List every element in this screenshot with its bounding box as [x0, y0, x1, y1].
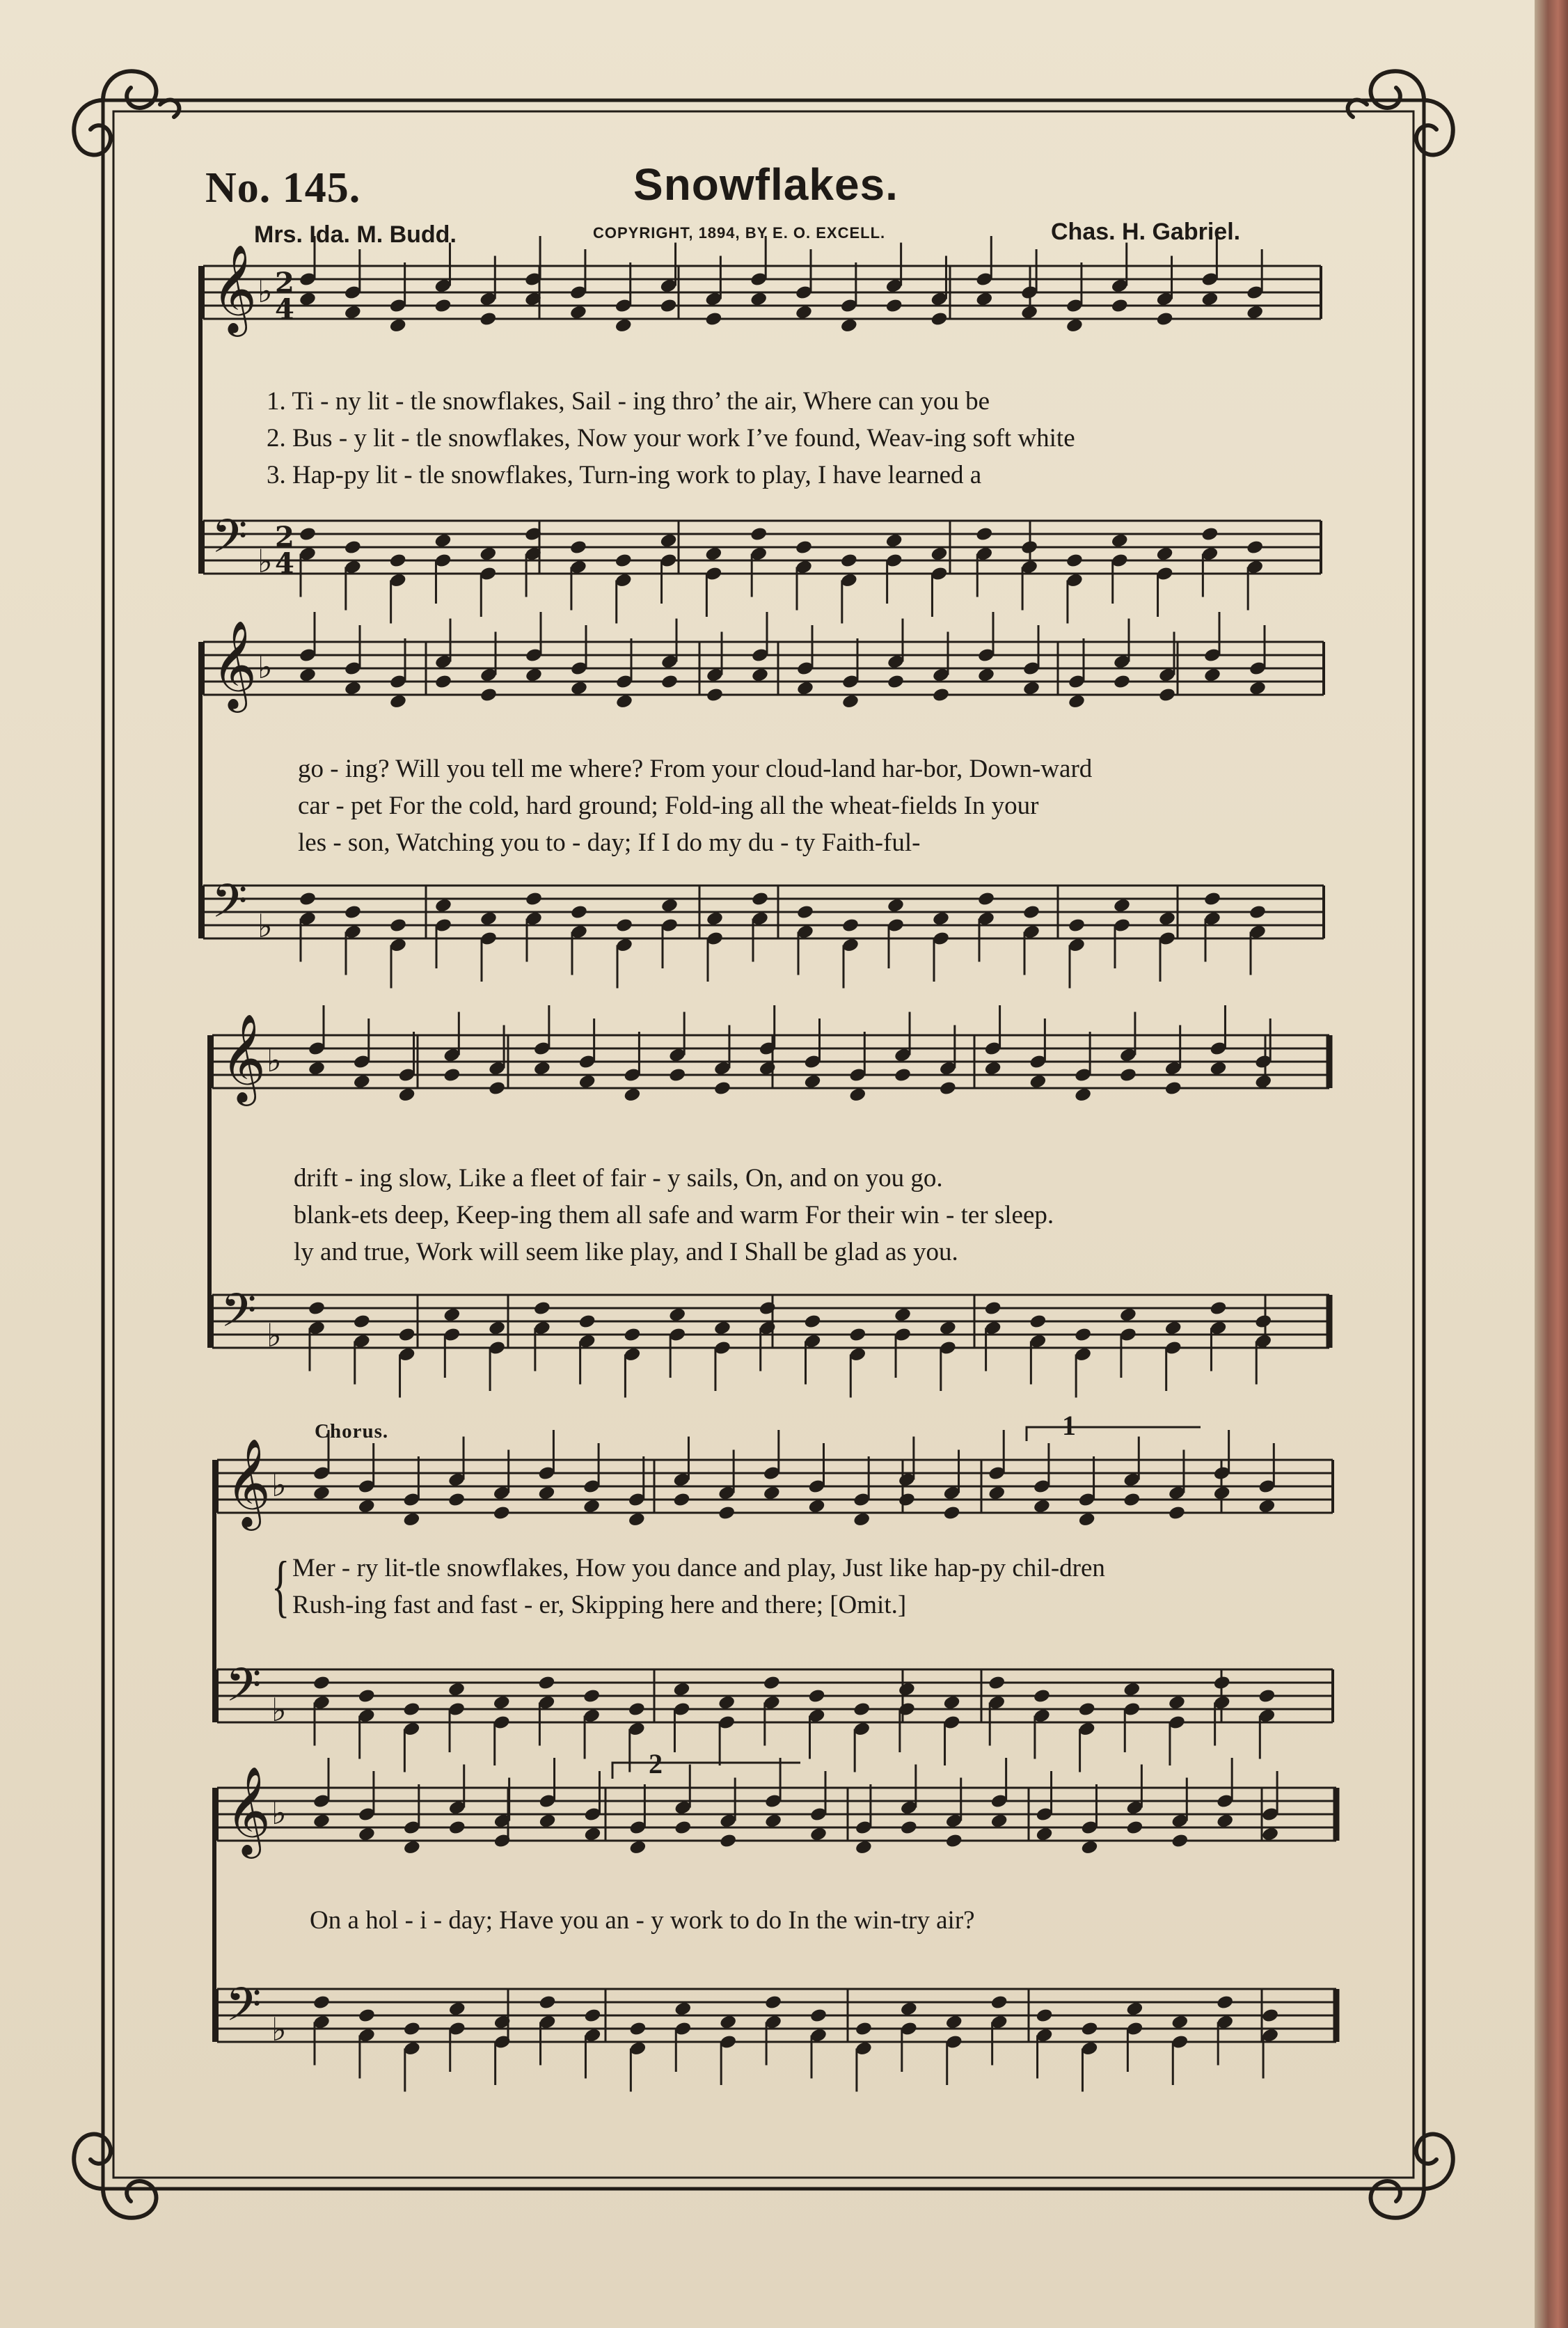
note-head	[479, 311, 497, 327]
note-head	[764, 1995, 782, 2011]
note-head	[894, 1307, 912, 1323]
second-ending-number: 2	[649, 1748, 663, 1779]
note-head	[988, 1675, 1006, 1691]
note-head	[763, 1675, 781, 1691]
note-head	[623, 1327, 641, 1343]
lyric-line: 1. Ti - ny lit - tle snowflakes, Sail - ing thro’ the air, Where can you be	[267, 387, 990, 416]
note-head	[1164, 1080, 1182, 1096]
note-head	[674, 1820, 692, 1836]
note-head	[932, 911, 950, 927]
note-head	[1246, 304, 1264, 320]
note-head	[1078, 1701, 1096, 1717]
note-head	[718, 1694, 736, 1710]
note-head	[945, 1833, 963, 1849]
note-head	[344, 904, 362, 920]
note-head	[887, 674, 905, 690]
flat-key-signature-icon: ♭	[258, 272, 273, 310]
note-head	[583, 1498, 601, 1514]
note-head	[353, 1314, 371, 1330]
treble-clef-icon: 𝄞	[221, 1013, 267, 1102]
note-head	[988, 1485, 1006, 1501]
note-head	[1249, 680, 1267, 696]
lyric-line: blank-ets deep, Keep-ing them all safe and warm For their win - ter sleep.	[294, 1201, 1054, 1229]
note-head	[841, 918, 860, 934]
note-head	[443, 1307, 461, 1323]
note-head	[898, 1492, 916, 1508]
note-head	[615, 693, 633, 709]
lyric-brace: {	[271, 1547, 290, 1624]
note-head	[706, 687, 724, 703]
note-head	[1035, 1826, 1053, 1842]
note-head	[809, 1826, 827, 1842]
note-head	[533, 1060, 551, 1076]
note-head	[1158, 911, 1176, 927]
note-head	[1171, 2014, 1189, 2030]
note-head	[537, 1485, 555, 1501]
note-head	[796, 680, 814, 696]
note-head	[977, 891, 995, 907]
note-head	[434, 533, 452, 549]
note-head	[538, 1813, 556, 1829]
note-head	[990, 1995, 1008, 2011]
note-head	[809, 2008, 827, 2024]
note-head	[1254, 1073, 1272, 1090]
note-head	[1216, 1813, 1234, 1829]
note-head	[1111, 298, 1129, 314]
note-head	[885, 298, 903, 314]
note-head	[1213, 1675, 1231, 1691]
treble-clef-icon: 𝄞	[212, 620, 258, 709]
note-head	[939, 1320, 957, 1336]
note-head	[984, 1060, 1002, 1076]
time-signature-bottom: 4	[275, 293, 294, 326]
note-head	[525, 667, 543, 683]
lyric-line: 2. Bus - y lit - tle snowflakes, Now your work I’ve found, Weav-ing soft white	[267, 424, 1075, 453]
note-head	[803, 1314, 821, 1330]
note-head	[713, 1320, 731, 1336]
note-head	[930, 311, 948, 327]
note-head	[479, 546, 497, 562]
note-head	[900, 2001, 918, 2017]
note-head	[1033, 1498, 1051, 1514]
note-head	[480, 687, 498, 703]
note-head	[569, 304, 587, 320]
note-head	[796, 904, 814, 920]
lyric-line: On a hol - i - day; Have you an - y work to do In the win-try air?	[310, 1906, 975, 1935]
note-head	[299, 667, 317, 683]
note-head	[1168, 1505, 1186, 1521]
note-head	[570, 904, 588, 920]
note-head	[344, 304, 362, 320]
note-head	[759, 1300, 777, 1316]
lyric-line: Rush-ing fast and fast - er, Skipping here and there; [Omit.]	[292, 1591, 907, 1619]
note-head	[1164, 1320, 1182, 1336]
note-head	[403, 1839, 421, 1855]
note-head	[312, 1995, 331, 2011]
note-head	[1029, 1073, 1047, 1090]
lyric-line: car - pet For the cold, hard ground; Fold-ing all the wheat-fields In your	[298, 792, 1039, 820]
time-signature-top: 2	[275, 521, 294, 553]
note-head	[628, 1701, 646, 1717]
note-head	[397, 1087, 415, 1103]
note-head	[1035, 2008, 1053, 2024]
note-head	[488, 1320, 506, 1336]
hymn-author: Mrs. Ida. M. Budd.	[254, 221, 457, 248]
note-head	[855, 2021, 873, 2037]
hymn-title: Snowflakes.	[633, 159, 898, 210]
note-head	[1029, 1314, 1047, 1330]
note-head	[848, 1327, 866, 1343]
note-head	[628, 1511, 646, 1527]
note-head	[751, 891, 769, 907]
note-head	[1155, 311, 1173, 327]
note-head	[750, 291, 768, 307]
bass-clef-icon: 𝄢	[212, 510, 248, 574]
note-head	[525, 891, 543, 907]
note-head	[1033, 1688, 1051, 1704]
note-head	[402, 1511, 420, 1527]
note-head	[894, 1067, 912, 1083]
note-head	[840, 317, 858, 333]
bass-clef-icon: 𝄢	[225, 1978, 262, 2043]
lyric-line: les - son, Watching you to - day; If I do my du - ty Faith-ful-	[298, 828, 921, 857]
note-head	[1022, 904, 1040, 920]
note-head	[1249, 904, 1267, 920]
lyric-line: go - ing? Will you tell me where? From your cloud-land har-bor, Down-ward	[298, 755, 1093, 783]
note-head	[344, 540, 362, 556]
note-head	[308, 1300, 326, 1316]
note-head	[672, 1681, 690, 1697]
note-head	[942, 1694, 960, 1710]
bass-clef-icon: 𝄢	[225, 1658, 262, 1723]
first-ending-number: 1	[1062, 1410, 1076, 1441]
note-head	[628, 2021, 647, 2037]
flat-key-signature-icon: ♭	[258, 907, 273, 945]
note-head	[853, 1511, 871, 1527]
note-head	[358, 1826, 376, 1842]
note-head	[672, 1492, 690, 1508]
note-head	[764, 1813, 782, 1829]
note-head	[945, 2014, 963, 2030]
note-head	[533, 1300, 551, 1316]
note-head	[1080, 1839, 1098, 1855]
note-head	[1201, 291, 1219, 307]
treble-clef-icon: 𝄞	[225, 1765, 271, 1855]
note-head	[848, 1087, 866, 1103]
note-head	[1201, 526, 1219, 542]
note-head	[840, 553, 858, 569]
note-head	[885, 533, 903, 549]
note-head	[1171, 1833, 1189, 1849]
note-head	[1080, 2021, 1098, 2037]
note-head	[583, 1688, 601, 1704]
note-head	[448, 1820, 466, 1836]
note-head	[1074, 1327, 1092, 1343]
note-head	[1254, 1314, 1272, 1330]
note-head	[975, 526, 993, 542]
note-head	[713, 1080, 731, 1096]
note-head	[1123, 1681, 1141, 1697]
flat-key-signature-icon: ♭	[258, 542, 273, 580]
note-head	[1216, 1995, 1234, 2011]
note-head	[853, 1701, 871, 1717]
note-head	[1119, 1307, 1137, 1323]
note-head	[939, 1080, 957, 1096]
note-head	[984, 1300, 1002, 1316]
lyric-line: 3. Hap-py lit - tle snowflakes, Turn-ing work to play, I have learned a	[267, 461, 982, 489]
note-head	[389, 317, 407, 333]
lyric-line: ly and true, Work will seem like play, and I Shall be glad as you.	[294, 1238, 958, 1266]
note-head	[763, 1485, 781, 1501]
note-head	[1168, 1694, 1186, 1710]
note-head	[403, 2021, 421, 2037]
note-head	[1066, 553, 1084, 569]
flat-key-signature-icon: ♭	[258, 648, 273, 686]
note-head	[628, 1839, 647, 1855]
first-ending-bracket	[1027, 1427, 1201, 1441]
note-head	[659, 298, 677, 314]
note-head	[493, 1505, 511, 1521]
note-head	[795, 304, 813, 320]
note-head	[807, 1688, 825, 1704]
note-head	[1209, 1060, 1227, 1076]
chorus-label: Chorus.	[315, 1420, 389, 1442]
note-head	[1111, 533, 1129, 549]
note-head	[668, 1307, 686, 1323]
note-head	[493, 1694, 511, 1710]
treble-clef-icon: 𝄞	[212, 244, 258, 333]
note-head	[358, 1688, 376, 1704]
note-head	[1068, 918, 1086, 934]
note-head	[1066, 317, 1084, 333]
note-head	[803, 1073, 821, 1090]
note-head	[660, 897, 679, 913]
note-head	[443, 1067, 461, 1083]
note-head	[434, 298, 452, 314]
bass-clef-icon: 𝄢	[221, 1284, 257, 1348]
note-head	[704, 311, 722, 327]
bass-clef-icon: 𝄢	[212, 874, 248, 939]
note-head	[299, 291, 317, 307]
note-head	[930, 546, 948, 562]
note-head	[807, 1498, 825, 1514]
note-head	[578, 1314, 596, 1330]
note-head	[674, 2001, 692, 2017]
note-head	[1125, 1820, 1143, 1836]
note-head	[397, 1327, 415, 1343]
note-head	[1258, 1498, 1276, 1514]
note-head	[570, 680, 588, 696]
note-head	[615, 553, 633, 569]
note-head	[1022, 680, 1040, 696]
flat-key-signature-icon: ♭	[271, 1466, 287, 1504]
note-head	[615, 918, 633, 934]
note-head	[977, 667, 995, 683]
note-head	[1203, 891, 1221, 907]
note-head	[990, 1813, 1008, 1829]
note-head	[312, 1675, 331, 1691]
flat-key-signature-icon: ♭	[267, 1041, 282, 1079]
note-head	[583, 2008, 601, 2024]
note-head	[1246, 540, 1264, 556]
note-head	[312, 1813, 331, 1829]
note-head	[750, 526, 768, 542]
note-head	[1125, 2001, 1143, 2017]
lyric-line: Mer - ry lit-tle snowflakes, How you dance and play, Just like hap-py chil-dren	[292, 1554, 1105, 1582]
note-head	[668, 1067, 686, 1083]
note-head	[1113, 897, 1131, 913]
note-head	[719, 1833, 737, 1849]
note-head	[353, 1073, 371, 1090]
note-head	[1258, 1688, 1276, 1704]
note-head	[660, 674, 679, 690]
note-head	[932, 687, 950, 703]
note-head	[538, 1995, 556, 2011]
note-head	[1113, 674, 1131, 690]
note-head	[358, 1498, 376, 1514]
note-head	[1155, 546, 1173, 562]
note-head	[1119, 1067, 1137, 1083]
note-head	[583, 1826, 601, 1842]
note-head	[719, 2014, 737, 2030]
note-head	[898, 1681, 916, 1697]
note-head	[1158, 687, 1176, 703]
note-head	[1203, 667, 1221, 683]
note-head	[795, 540, 813, 556]
note-head	[389, 918, 407, 934]
note-head	[448, 2001, 466, 2017]
note-head	[308, 1060, 326, 1076]
flat-key-signature-icon: ♭	[271, 1794, 287, 1832]
note-head	[1213, 1485, 1231, 1501]
note-head	[389, 693, 407, 709]
flat-key-signature-icon: ♭	[271, 2011, 287, 2048]
note-head	[759, 1060, 777, 1076]
note-head	[1123, 1492, 1141, 1508]
hymn-number: No. 145.	[205, 164, 361, 212]
second-ending-bracket	[612, 1763, 800, 1779]
note-head	[569, 540, 587, 556]
note-head	[537, 1675, 555, 1691]
note-head	[1261, 1826, 1279, 1842]
note-head	[975, 291, 993, 307]
note-head	[1078, 1511, 1096, 1527]
note-head	[578, 1073, 596, 1090]
note-head	[942, 1505, 960, 1521]
note-head	[448, 1681, 466, 1697]
flat-key-signature-icon: ♭	[267, 1316, 282, 1354]
note-head	[855, 1839, 873, 1855]
note-head	[751, 667, 769, 683]
time-signature-bottom: 4	[275, 547, 294, 580]
hymn-composer: Chas. H. Gabriel.	[1051, 219, 1241, 245]
note-head	[1020, 540, 1038, 556]
note-head	[1209, 1300, 1227, 1316]
note-head	[344, 680, 362, 696]
copyright-notice: COPYRIGHT, 1894, BY E. O. EXCELL.	[593, 224, 886, 242]
note-head	[1020, 304, 1038, 320]
note-head	[402, 1701, 420, 1717]
note-head	[389, 553, 407, 569]
note-head	[448, 1492, 466, 1508]
note-head	[623, 1087, 641, 1103]
treble-clef-icon: 𝄞	[225, 1438, 271, 1527]
flat-key-signature-icon: ♭	[271, 1691, 287, 1729]
note-head	[659, 533, 677, 549]
note-head	[718, 1505, 736, 1521]
note-head	[615, 317, 633, 333]
note-head	[706, 911, 724, 927]
lyric-line: drift - ing slow, Like a fleet of fair - y sails, On, and on you go.	[294, 1164, 943, 1193]
note-head	[704, 546, 722, 562]
note-head	[434, 897, 452, 913]
note-head	[1074, 1087, 1092, 1103]
note-head	[299, 526, 317, 542]
note-head	[1261, 2008, 1279, 2024]
note-head	[312, 1485, 331, 1501]
time-signature-top: 2	[275, 267, 294, 299]
note-head	[900, 1820, 918, 1836]
note-head	[1068, 693, 1086, 709]
book-edge	[1535, 0, 1568, 2328]
note-head	[841, 693, 860, 709]
note-head	[480, 911, 498, 927]
note-head	[488, 1080, 506, 1096]
note-head	[887, 897, 905, 913]
note-head	[299, 891, 317, 907]
note-head	[434, 674, 452, 690]
note-head	[358, 2008, 376, 2024]
